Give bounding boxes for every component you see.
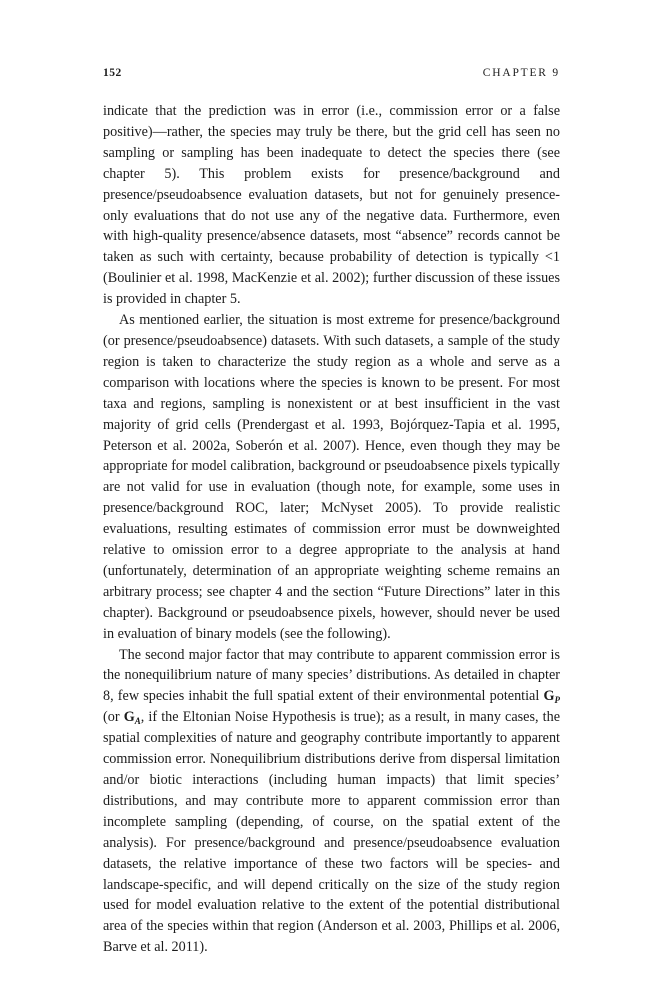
g-a-symbol [124, 709, 141, 725]
running-head [103, 67, 560, 85]
g-p-base: G [543, 688, 555, 705]
g-a-base: G [123, 709, 135, 726]
g-a-subscript: A [134, 716, 141, 727]
chapter-heading: CHAPTER 9 [482, 67, 560, 79]
paragraph-3-text-b: (or [103, 709, 124, 726]
paragraph-3 [103, 645, 560, 959]
g-p-subscript: P [554, 695, 560, 706]
g-p-symbol [543, 688, 560, 704]
page-number: 152 [103, 67, 122, 79]
body-text [103, 101, 560, 958]
paragraph-2: As mentioned earlier, the situation is most extreme for presence/background (or presence/pseudoabsence) datasets. With such datasets, a sample of the study region is taken to characterize the study region as a whole and serve as a comparison with locations where the species is known to be present. For most taxa and regions, sampling is nonexistent or at best insufficient in the vast majority of grid cells (Prendergast et al. 1993, Bojórquez-Tapia et al. 1995, Peterson et al. 2002a, Soberón et al. 2007). Hence, even though they may be appropriate for model calibration, background or pseudoabsence pixels typically are not valid for use in evaluation (though note, for example, some uses in presence/background ROC, later; McNyset 2005). To provide realistic evaluations, resulting estimates of commission error must be downweighted relative to omission error to a degree appropriate to the analysis at hand (unfortunately, determination of an appropriate weighting scheme remains an arbitrary process; see chapter 4 and the section “Future Directions” later in this chapter). Background or pseudoabsence pixels, however, should never be used in evaluation of binary models (see the following). [103, 312, 560, 642]
paragraph-3-text-c: , if the Eltonian Noise Hypothesis is true); as a result, in many cases, the spatial complexities of nature and geography contribute importantly to apparent commission error. Nonequilibrium distributions derive from dispersal limitation and/or biotic interactions (including human impacts) that limit species’ distributions, and may contribute more to apparent commission error than incomplete sampling (depending, of course, on the spatial extent of the analysis). For presence/background and presence/pseudoabsence evaluation datasets, the relative importance of these two factors will be species- and landscape-specific, and will depend critically on the size of the study region used for model evaluation relative to the extent of the potential distributional area of the species within that region (Anderson et al. 2003, Phillips et al. 2006, Barve et al. 2011). [103, 709, 561, 956]
paragraph-1: indicate that the prediction was in error (i.e., commission error or a false positive)—rather, the species may truly be there, but the grid cell has seen no sampling or sampling has been inadequate to detect the species there (see chapter 5). This problem exists for presence/background and presence/pseudoabsence evaluation datasets, but not for genuinely presence-only evaluations that do not use any of the negative data. Furthermore, even with high-quality presence/absence datasets, most “absence” records cannot be taken as such with certainty, because probability of detection is typically <1 (Boulinier et al. 1998, MacKenzie et al. 2002); further discussion of these issues is provided in chapter 5. [103, 103, 560, 308]
paragraph-3-text-a: The second major factor that may contribute to apparent commission error is the nonequilibrium nature of many species’ distributions. As detailed in chapter 8, few species inhabit the full spatial extent of their environmental potential [103, 646, 560, 705]
